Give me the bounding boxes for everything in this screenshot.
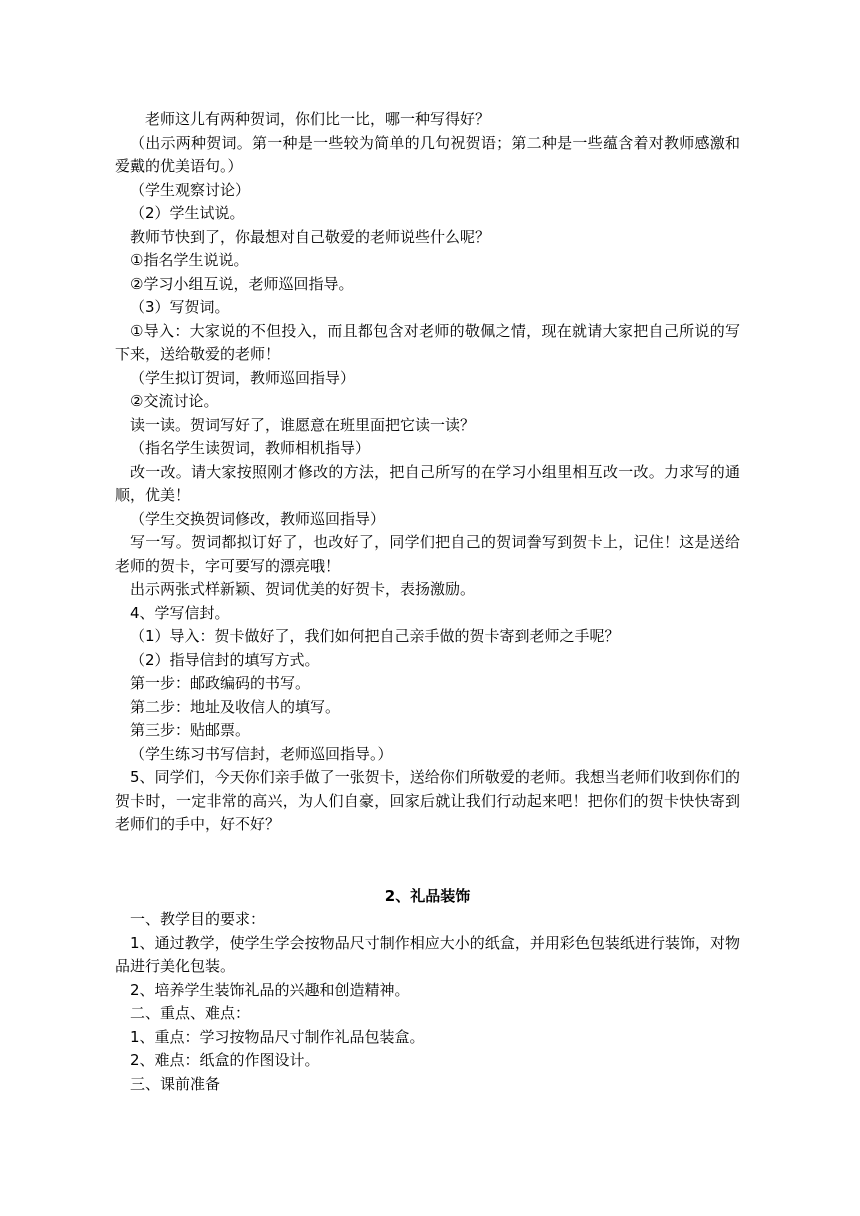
paragraph: 2、培养学生装饰礼品的兴趣和创造精神。 <box>130 980 410 999</box>
document-body <box>115 108 740 1096</box>
paragraph: （3）写贺词。 <box>130 298 230 316</box>
paragraph: ①指名学生说说。 <box>130 251 249 269</box>
paragraph: （2）指导信封的填写方式。 <box>130 650 320 669</box>
paragraph: 4、学写信封。 <box>130 603 230 622</box>
paragraph: 三、课前准备 <box>130 1074 221 1093</box>
paragraph: （学生交换贺词修改，教师巡回指导） <box>130 509 386 528</box>
paragraph: ①导入：大家说的不但投入，而且都包含对老师的敬佩之情，现在就请大家把自己所说的写下来，送给敬爱的老师！ <box>115 321 740 363</box>
paragraph: （学生练习书写信封，老师巡回指导。） <box>130 744 393 763</box>
paragraph: （出示两种贺词。第一种是一些较为简单的几句祝贺语；第二种是一些蕴含着对教师感激和爱戴的优美语句。） <box>115 133 740 175</box>
paragraph: 写一写。贺词都拟订好了，也改好了，同学们把自己的贺词誊写到贺卡上，记住！这是送给老师的贺卡，字可要写的漂亮哦！ <box>115 533 740 575</box>
paragraph: 第二步：地址及收信人的填写。 <box>130 697 341 716</box>
paragraph: 老师这儿有两种贺词，你们比一比，哪一种写得好？ <box>145 110 491 128</box>
paragraph: 2、难点：纸盒的作图设计。 <box>130 1051 320 1069</box>
paragraph: 5、同学们，今天你们亲手做了一张贺卡，送给你们所敬爱的老师。我想当老师们收到你们的贺卡时，一定非常的高兴，为人们自豪，回家后就让我们行动起来吧！把你们的贺卡快快寄到老师们的手中，好不好？ <box>115 768 740 833</box>
section-gap <box>115 837 740 885</box>
paragraph: 教师节快到了，你最想对自己敬爱的老师说些什么呢？ <box>130 227 491 246</box>
paragraph: 二、重点、难点： <box>130 1004 251 1022</box>
paragraph: 1、通过教学，使学生学会按物品尺寸制作相应大小的纸盒，并用彩色包装纸进行装饰，对物品进行美化包装。 <box>115 933 740 975</box>
paragraph: 1、重点：学习按物品尺寸制作礼品包装盒。 <box>130 1027 425 1046</box>
paragraph: ②学习小组互说，老师巡回指导。 <box>130 274 354 293</box>
paragraph: （指名学生读贺词，教师相机指导） <box>130 439 371 457</box>
paragraph: （1）导入：贺卡做好了，我们如何把自己亲手做的贺卡寄到老师之手呢？ <box>130 627 620 645</box>
paragraph: 第一步：邮政编码的书写。 <box>130 674 311 692</box>
paragraph: 改一改。请大家按照刚才修改的方法，把自己所写的在学习小组里相互改一改。力求写的通顺，优美！ <box>115 462 740 504</box>
paragraph: 出示两张式样新颖、贺词优美的好贺卡，表扬激励。 <box>130 580 476 598</box>
paragraph: ②交流讨论。 <box>130 392 219 410</box>
paragraph: （2）学生试说。 <box>130 204 245 222</box>
paragraph: （学生观察讨论） <box>130 180 251 199</box>
section-title: 2、礼品装饰 <box>384 886 471 905</box>
paragraph: 读一读。贺词写好了，谁愿意在班里面把它读一读？ <box>130 415 476 434</box>
paragraph: 一、教学目的要求： <box>130 910 266 928</box>
paragraph: （学生拟订贺词，教师巡回指导） <box>130 368 356 387</box>
paragraph: 第三步：贴邮票。 <box>130 721 251 739</box>
